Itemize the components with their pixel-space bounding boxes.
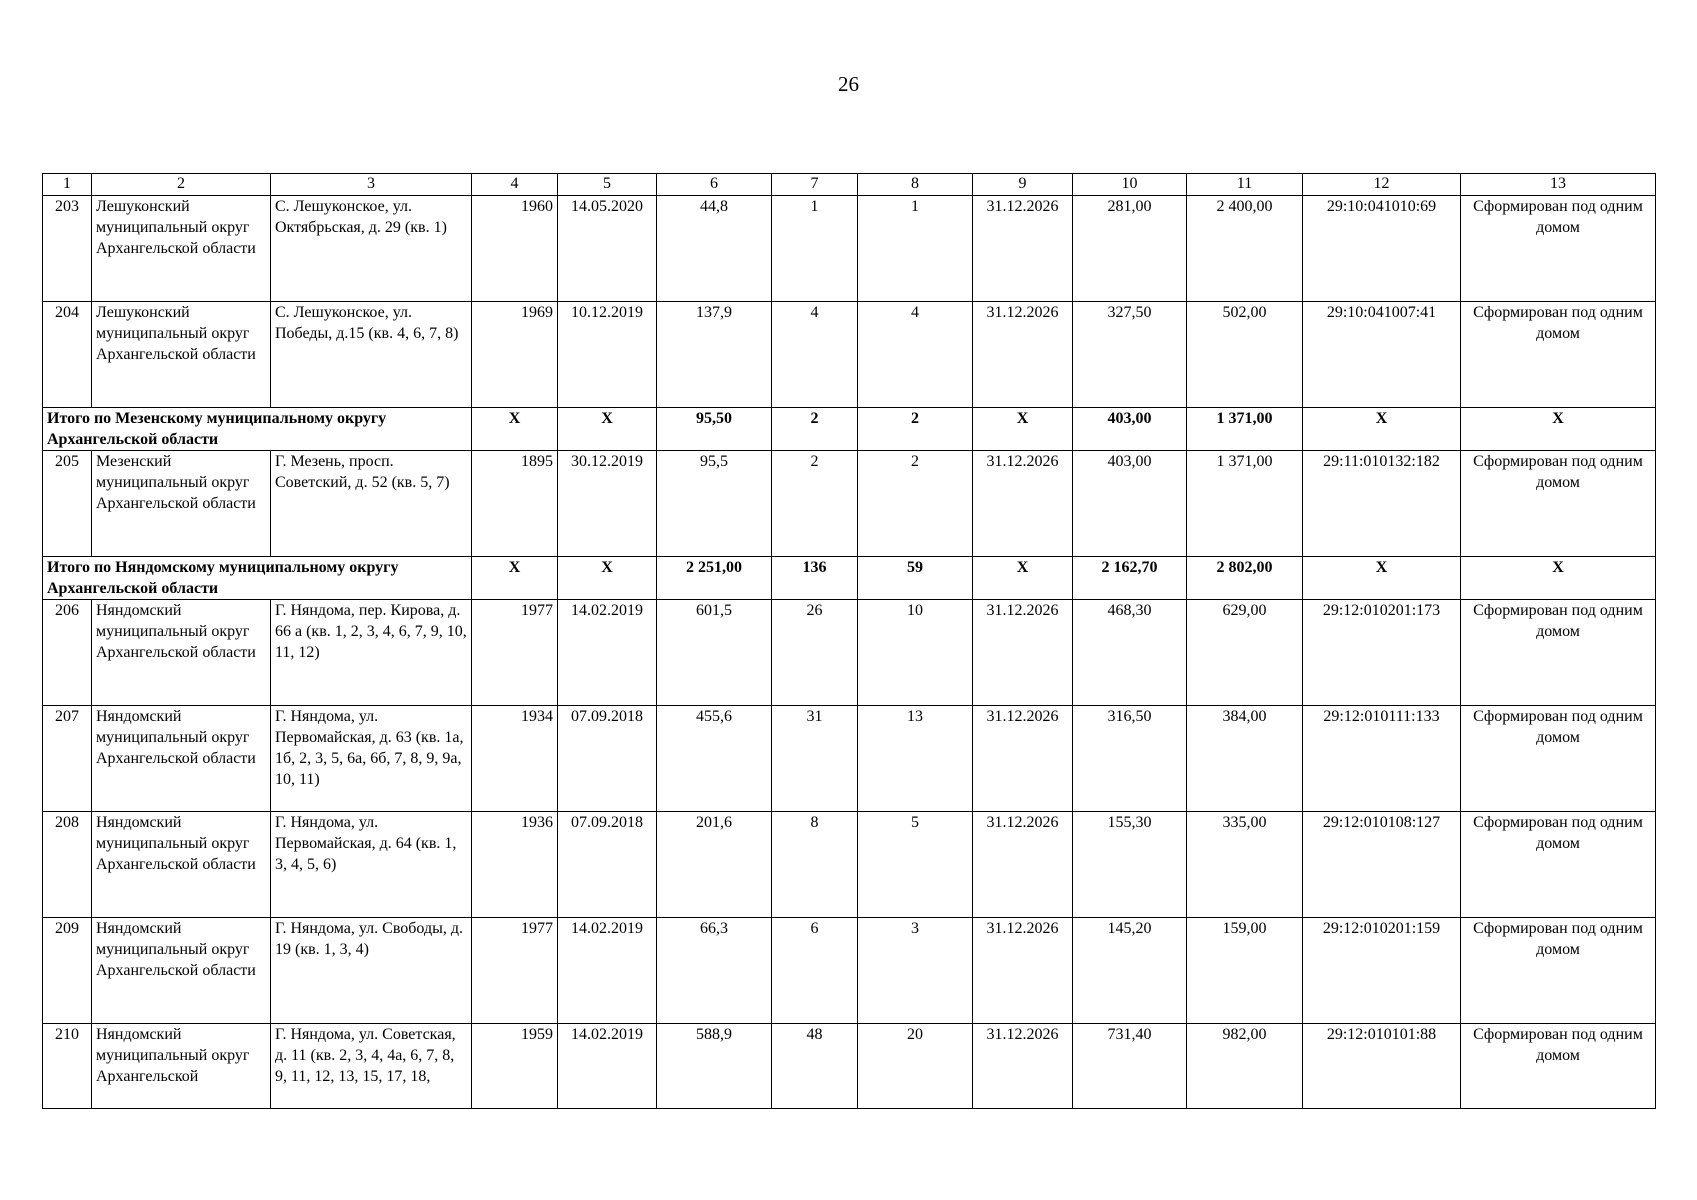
column-7-cell: 48 (772, 1024, 858, 1109)
table-row (43, 1024, 1656, 1109)
area-cell: 601,5 (657, 600, 772, 706)
date-cell: 07.09.2018 (558, 706, 657, 812)
row-number-cell: 209 (43, 918, 92, 1024)
row-number-cell: 208 (43, 812, 92, 918)
date-cell: 14.02.2019 (558, 918, 657, 1024)
column-11-cell: 1 371,00 (1187, 451, 1303, 557)
deadline-cell: X (973, 557, 1073, 600)
column-number: 6 (657, 174, 772, 196)
note-cell: Сформирован под одним домом (1461, 1024, 1656, 1109)
note-cell: Сформирован под одним домом (1461, 812, 1656, 918)
year-cell: 1977 (472, 600, 558, 706)
municipality-cell: Няндомский муниципальный округ Архангельской области (92, 918, 271, 1024)
date-cell: 14.02.2019 (558, 1024, 657, 1109)
column-10-cell: 403,00 (1073, 408, 1187, 451)
table-row (43, 196, 1656, 302)
column-10-cell: 731,40 (1073, 1024, 1187, 1109)
column-11-cell: 335,00 (1187, 812, 1303, 918)
column-7-cell: 136 (772, 557, 858, 600)
area-cell: 66,3 (657, 918, 772, 1024)
column-number: 10 (1073, 174, 1187, 196)
column-number: 4 (472, 174, 558, 196)
page-number: 26 (838, 72, 859, 96)
cadastral-cell: 29:12:010201:159 (1303, 918, 1461, 1024)
deadline-cell: 31.12.2026 (973, 196, 1073, 302)
row-number-cell: 204 (43, 302, 92, 408)
municipality-cell: Няндомский муниципальный округ Архангельской (92, 1024, 271, 1109)
municipality-cell: Няндомский муниципальный округ Архангельской области (92, 812, 271, 918)
year-cell: 1977 (472, 918, 558, 1024)
column-8-cell: 10 (858, 600, 973, 706)
column-7-cell: 8 (772, 812, 858, 918)
deadline-cell: 31.12.2026 (973, 600, 1073, 706)
date-cell: X (558, 557, 657, 600)
column-11-cell: 982,00 (1187, 1024, 1303, 1109)
table-row (43, 918, 1656, 1024)
table-body (43, 174, 1656, 1109)
note-cell: X (1461, 557, 1656, 600)
column-11-cell: 629,00 (1187, 600, 1303, 706)
column-8-cell: 2 (858, 451, 973, 557)
table-row (43, 706, 1656, 812)
row-number-cell: 206 (43, 600, 92, 706)
date-cell: 07.09.2018 (558, 812, 657, 918)
note-cell: Сформирован под одним домом (1461, 706, 1656, 812)
table-row (43, 600, 1656, 706)
deadline-cell: 31.12.2026 (973, 1024, 1073, 1109)
address-cell: Г. Няндома, ул. Первомайская, д. 64 (кв. 1, 3, 4, 5, 6) (271, 812, 472, 918)
year-cell: 1959 (472, 1024, 558, 1109)
date-cell: X (558, 408, 657, 451)
column-number: 8 (858, 174, 973, 196)
note-cell: Сформирован под одним домом (1461, 196, 1656, 302)
row-number-cell: 205 (43, 451, 92, 557)
column-number: 2 (92, 174, 271, 196)
column-number: 5 (558, 174, 657, 196)
column-8-cell: 3 (858, 918, 973, 1024)
date-cell: 10.12.2019 (558, 302, 657, 408)
column-8-cell: 1 (858, 196, 973, 302)
cadastral-cell: X (1303, 557, 1461, 600)
subtotal-row (43, 557, 1656, 600)
note-cell: Сформирован под одним домом (1461, 600, 1656, 706)
column-11-cell: 384,00 (1187, 706, 1303, 812)
address-cell: С. Лешуконское, ул. Победы, д.15 (кв. 4, 6, 7, 8) (271, 302, 472, 408)
year-cell: 1936 (472, 812, 558, 918)
cadastral-cell: 29:12:010101:88 (1303, 1024, 1461, 1109)
municipality-cell: Лешуконский муниципальный округ Архангельской области (92, 196, 271, 302)
column-11-cell: 1 371,00 (1187, 408, 1303, 451)
column-number: 1 (43, 174, 92, 196)
year-cell: X (472, 557, 558, 600)
column-7-cell: 26 (772, 600, 858, 706)
row-number-cell: 210 (43, 1024, 92, 1109)
column-8-cell: 59 (858, 557, 973, 600)
column-7-cell: 2 (772, 408, 858, 451)
cadastral-cell: 29:12:010108:127 (1303, 812, 1461, 918)
note-cell: Сформирован под одним домом (1461, 918, 1656, 1024)
deadline-cell: X (973, 408, 1073, 451)
deadline-cell: 31.12.2026 (973, 706, 1073, 812)
cadastral-cell: 29:10:041010:69 (1303, 196, 1461, 302)
column-10-cell: 327,50 (1073, 302, 1187, 408)
area-cell: 137,9 (657, 302, 772, 408)
date-cell: 14.05.2020 (558, 196, 657, 302)
municipality-cell: Лешуконский муниципальный округ Архангельской области (92, 302, 271, 408)
municipality-cell: Няндомский муниципальный округ Архангельской области (92, 600, 271, 706)
cadastral-cell: 29:12:010201:173 (1303, 600, 1461, 706)
column-10-cell: 316,50 (1073, 706, 1187, 812)
address-cell: С. Лешуконское, ул. Октябрьская, д. 29 (кв. 1) (271, 196, 472, 302)
column-8-cell: 13 (858, 706, 973, 812)
subtotal-label: Итого по Мезенскому муниципальному округу Архангельской области (43, 408, 472, 451)
column-number: 9 (973, 174, 1073, 196)
area-cell: 95,50 (657, 408, 772, 451)
address-cell: Г. Няндома, пер. Кирова, д. 66 а (кв. 1, 2, 3, 4, 6, 7, 9, 10, 11, 12) (271, 600, 472, 706)
column-11-cell: 502,00 (1187, 302, 1303, 408)
area-cell: 588,9 (657, 1024, 772, 1109)
table-row (43, 302, 1656, 408)
column-10-cell: 281,00 (1073, 196, 1187, 302)
year-cell: 1969 (472, 302, 558, 408)
column-11-cell: 2 400,00 (1187, 196, 1303, 302)
table-row (43, 812, 1656, 918)
year-cell: 1934 (472, 706, 558, 812)
deadline-cell: 31.12.2026 (973, 918, 1073, 1024)
column-11-cell: 159,00 (1187, 918, 1303, 1024)
cadastral-cell: 29:12:010111:133 (1303, 706, 1461, 812)
area-cell: 455,6 (657, 706, 772, 812)
column-10-cell: 145,20 (1073, 918, 1187, 1024)
address-cell: Г. Няндома, ул. Первомайская, д. 63 (кв. 1а, 1б, 2, 3, 5, 6а, 6б, 7, 8, 9, 9а, 10, 11) (271, 706, 472, 812)
column-10-cell: 403,00 (1073, 451, 1187, 557)
housing-registry-table (42, 173, 1656, 1109)
subtotal-label: Итого по Няндомскому муниципальному округу Архангельской области (43, 557, 472, 600)
cadastral-cell: X (1303, 408, 1461, 451)
municipality-cell: Няндомский муниципальный округ Архангельской области (92, 706, 271, 812)
column-number: 7 (772, 174, 858, 196)
column-8-cell: 4 (858, 302, 973, 408)
column-7-cell: 31 (772, 706, 858, 812)
column-8-cell: 5 (858, 812, 973, 918)
area-cell: 95,5 (657, 451, 772, 557)
area-cell: 201,6 (657, 812, 772, 918)
address-cell: Г. Няндома, ул. Советская, д. 11 (кв. 2, 3, 4, 4а, 6, 7, 8, 9, 11, 12, 13, 15, 17, 18, (271, 1024, 472, 1109)
deadline-cell: 31.12.2026 (973, 812, 1073, 918)
year-cell: 1895 (472, 451, 558, 557)
deadline-cell: 31.12.2026 (973, 451, 1073, 557)
area-cell: 44,8 (657, 196, 772, 302)
column-8-cell: 20 (858, 1024, 973, 1109)
column-7-cell: 4 (772, 302, 858, 408)
date-cell: 30.12.2019 (558, 451, 657, 557)
column-11-cell: 2 802,00 (1187, 557, 1303, 600)
column-10-cell: 468,30 (1073, 600, 1187, 706)
year-cell: 1960 (472, 196, 558, 302)
column-7-cell: 6 (772, 918, 858, 1024)
column-7-cell: 2 (772, 451, 858, 557)
deadline-cell: 31.12.2026 (973, 302, 1073, 408)
column-8-cell: 2 (858, 408, 973, 451)
row-number-cell: 207 (43, 706, 92, 812)
table-row (43, 451, 1656, 557)
note-cell: X (1461, 408, 1656, 451)
column-number: 13 (1461, 174, 1656, 196)
address-cell: Г. Няндома, ул. Свободы, д. 19 (кв. 1, 3, 4) (271, 918, 472, 1024)
column-10-cell: 155,30 (1073, 812, 1187, 918)
column-7-cell: 1 (772, 196, 858, 302)
column-10-cell: 2 162,70 (1073, 557, 1187, 600)
cadastral-cell: 29:10:041007:41 (1303, 302, 1461, 408)
date-cell: 14.02.2019 (558, 600, 657, 706)
year-cell: X (472, 408, 558, 451)
note-cell: Сформирован под одним домом (1461, 302, 1656, 408)
column-number: 12 (1303, 174, 1461, 196)
column-number-row (43, 174, 1656, 196)
cadastral-cell: 29:11:010132:182 (1303, 451, 1461, 557)
address-cell: Г. Мезень, просп. Советский, д. 52 (кв. 5, 7) (271, 451, 472, 557)
area-cell: 2 251,00 (657, 557, 772, 600)
subtotal-row (43, 408, 1656, 451)
municipality-cell: Мезенский муниципальный округ Архангельской области (92, 451, 271, 557)
note-cell: Сформирован под одним домом (1461, 451, 1656, 557)
column-number: 3 (271, 174, 472, 196)
column-number: 11 (1187, 174, 1303, 196)
row-number-cell: 203 (43, 196, 92, 302)
